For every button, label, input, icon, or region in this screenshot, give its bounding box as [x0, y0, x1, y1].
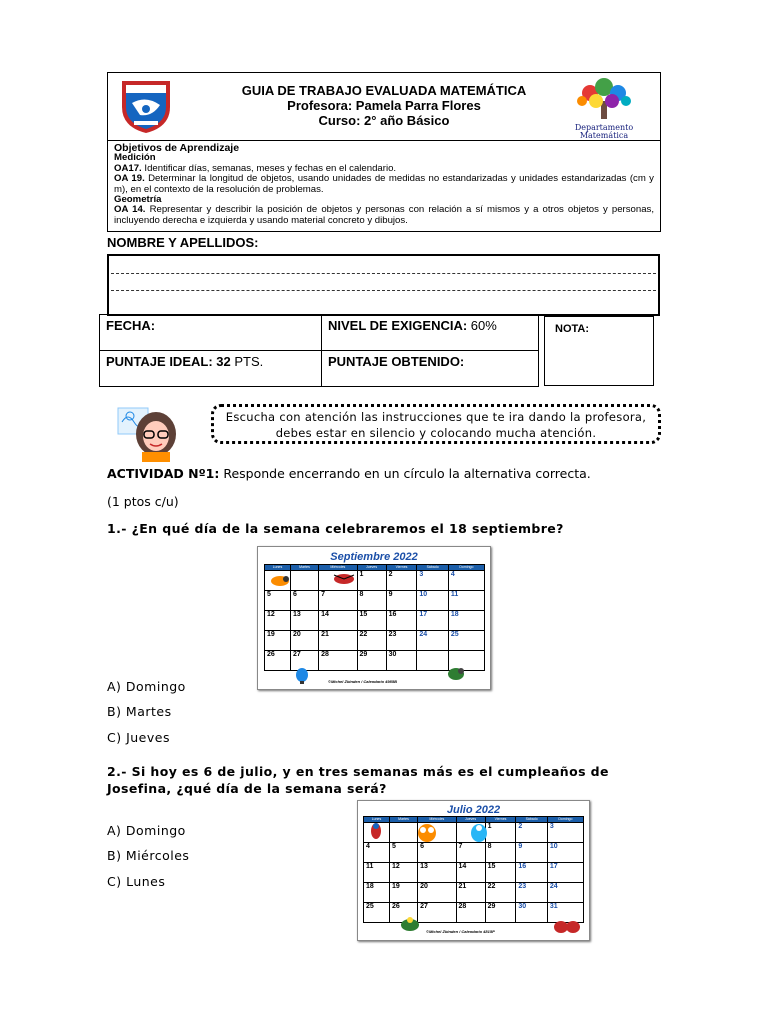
- q1-option-c[interactable]: C) Jueves: [107, 730, 170, 745]
- date-cell[interactable]: [99, 314, 322, 351]
- tree-icon: [568, 77, 640, 119]
- calendar-day-header: Domingo: [547, 817, 583, 823]
- calendar-day-cell: 6: [418, 843, 456, 863]
- calendar-day-cell: 3: [547, 823, 583, 843]
- bird-icon: [268, 573, 292, 587]
- calendar-day-cell: 16: [386, 611, 417, 631]
- q1-option-b[interactable]: B) Martes: [107, 704, 172, 719]
- obtained-score-label: PUNTAJE OBTENIDO:: [328, 354, 465, 369]
- q2-option-a[interactable]: A) Domingo: [107, 823, 186, 838]
- calendar-day-header: Martes: [290, 565, 318, 571]
- calendar-day-cell: 30: [386, 651, 417, 671]
- score-table: [99, 314, 539, 387]
- calendar-day-cell: 4: [364, 843, 390, 863]
- calendar-day-cell: 14: [319, 611, 357, 631]
- oa17-code: OA17.: [114, 162, 142, 174]
- department-logo: [568, 77, 640, 140]
- name-field[interactable]: [107, 254, 660, 316]
- oa19-text: Determinar la longitud de objetos, usando unidades de medidas no estandarizadas y unidades estandarizadas (cm y m), en el contexto de la resolución de problemas.: [114, 173, 654, 195]
- ideal-score-unit: PTS.: [230, 354, 264, 369]
- calendar-day-cell: 26: [265, 651, 291, 671]
- calendar-day-cell: 21: [319, 631, 357, 651]
- section-geometry: Geometría: [114, 194, 162, 206]
- calendar-day-cell: 13: [290, 611, 318, 631]
- calendar-day-cell: 27: [290, 651, 318, 671]
- calendar-day-cell: 9: [386, 591, 417, 611]
- calendar-day-cell: [290, 571, 318, 591]
- oa19-code: OA 19.: [114, 173, 145, 185]
- department-logo-line2: Matemática: [579, 131, 629, 140]
- calendar-week-row: [265, 631, 485, 651]
- activity-points: (1 ptos c/u): [107, 494, 179, 509]
- calendar-day-cell: 31: [547, 903, 583, 923]
- calendar-day-cell: 24: [547, 883, 583, 903]
- calendar-day-header: Miércoles: [418, 817, 456, 823]
- requirement-label: NIVEL DE EXIGENCIA:: [328, 318, 468, 333]
- calendar-day-cell: 18: [364, 883, 390, 903]
- grade-box[interactable]: [544, 316, 654, 386]
- calendar-day-header: Domingo: [448, 565, 484, 571]
- calendar-day-cell: 17: [417, 611, 448, 631]
- bird-icon: [330, 571, 358, 585]
- requirement-cell: [321, 314, 539, 351]
- calendar-day-cell: 7: [456, 843, 485, 863]
- name-line: [111, 290, 656, 291]
- calendar-day-cell: 28: [456, 903, 485, 923]
- bird-icon: [551, 915, 581, 935]
- calendar-day-cell: 25: [448, 631, 484, 651]
- calendar-day-cell: 10: [547, 843, 583, 863]
- ideal-score-label: PUNTAJE IDEAL: 32: [106, 354, 231, 369]
- question-2-line2: Josefina, ¿qué día de la semana será?: [107, 781, 387, 796]
- calendar-week-row: [364, 883, 584, 903]
- calendar-day-cell: 19: [265, 631, 291, 651]
- calendar-week-row: [265, 591, 485, 611]
- calendar-day-cell: 8: [357, 591, 386, 611]
- calendar-day-cell: 2: [516, 823, 547, 843]
- objectives-heading: Objetivos de Aprendizaje: [114, 142, 240, 154]
- calendar-day-cell: 23: [386, 631, 417, 651]
- guide-title: GUIA DE TRABAJO EVALUADA MATEMÁTICA: [241, 83, 527, 98]
- calendar-september-grid: [264, 564, 485, 671]
- calendar-day-cell: 5: [265, 591, 291, 611]
- oa14-text: Representar y describir la posición de objetos y personas con relación a sí mismos y a otros objetos y personas, incluyendo derecha e izquierda y usando material concreto y dibujos.: [114, 204, 654, 226]
- calendar-day-cell: 2: [386, 571, 417, 591]
- calendar-september-title: Septiembre 2022: [330, 551, 418, 563]
- calendar-july-credit: ©Michel Zbinden / Calendario 4815P: [426, 929, 495, 934]
- calendar-day-header: Jueves: [456, 817, 485, 823]
- calendar-day-header: Jueves: [357, 565, 386, 571]
- q2-option-b[interactable]: B) Miércoles: [107, 848, 190, 863]
- calendar-day-cell: 15: [485, 863, 516, 883]
- calendar-day-cell: 12: [389, 863, 417, 883]
- date-label: FECHA:: [106, 318, 156, 333]
- calendar-day-cell: 22: [357, 631, 386, 651]
- calendar-day-cell: 30: [516, 903, 547, 923]
- calendar-day-cell: 17: [547, 863, 583, 883]
- obtained-score-cell[interactable]: [321, 350, 539, 387]
- oa17-text: Identificar días, semanas, meses y fechas en el calendario.: [141, 162, 397, 174]
- name-label: NOMBRE Y APELLIDOS:: [107, 235, 259, 250]
- q2-option-c[interactable]: C) Lunes: [107, 874, 166, 889]
- parrot-icon: [368, 821, 384, 841]
- grade-label: NOTA:: [555, 323, 590, 335]
- calendar-day-cell: 29: [485, 903, 516, 923]
- calendar-day-header: Lunes: [265, 565, 291, 571]
- calendar-september-credit: ©Michel Zbinden / Calendario 4985B: [328, 679, 397, 684]
- calendar-july-title: Julio 2022: [446, 804, 501, 816]
- calendar-day-cell: 12: [265, 611, 291, 631]
- calendar-day-cell: 9: [516, 843, 547, 863]
- calendar-day-cell: 22: [485, 883, 516, 903]
- calendar-day-cell: 13: [418, 863, 456, 883]
- calendar-day-cell: 16: [516, 863, 547, 883]
- activity-label: ACTIVIDAD Nº1:: [107, 466, 220, 481]
- calendar-day-cell: 21: [456, 883, 485, 903]
- calendar-day-cell: 10: [417, 591, 448, 611]
- calendar-day-cell: 25: [364, 903, 390, 923]
- calendar-july: [357, 800, 590, 941]
- calendar-day-cell: 19: [389, 883, 417, 903]
- teacher-name: Profesora: Pamela Parra Flores: [287, 98, 481, 113]
- calendar-day-cell: 18: [448, 611, 484, 631]
- instruction-line2: debes estar en silencio y colocando mucha atención.: [275, 426, 597, 440]
- activity-text: Responde encerrando en un círculo la alternativa correcta.: [219, 466, 591, 481]
- calendar-day-cell: 3: [417, 571, 448, 591]
- requirement-value: 60%: [467, 318, 497, 333]
- calendar-day-header: Viernes: [386, 565, 417, 571]
- calendar-week-row: [364, 843, 584, 863]
- calendar-day-cell: 15: [357, 611, 386, 631]
- calendar-day-cell: 23: [516, 883, 547, 903]
- calendar-september: [257, 546, 491, 690]
- calendar-week-row: [265, 611, 485, 631]
- name-line: [111, 273, 656, 274]
- calendar-day-cell: 1: [485, 823, 516, 843]
- calendar-day-header: Sábado: [417, 565, 448, 571]
- q1-option-a[interactable]: A) Domingo: [107, 679, 186, 694]
- instruction-bubble: [211, 404, 661, 444]
- department-logo-line1: Departamento: [574, 123, 634, 132]
- calendar-day-cell: 20: [290, 631, 318, 651]
- calendar-day-cell: 27: [418, 903, 456, 923]
- question-1: 1.- ¿En qué día de la semana celebraremos el 18 septiembre?: [107, 521, 564, 536]
- calendar-day-header: Martes: [389, 817, 417, 823]
- bird-icon: [292, 665, 312, 685]
- calendar-day-cell: 5: [389, 843, 417, 863]
- calendar-day-cell: [389, 823, 417, 843]
- oa14-code: OA 14.: [114, 204, 146, 216]
- calendar-day-header: Sábado: [516, 817, 547, 823]
- bird-icon: [468, 821, 490, 843]
- calendar-day-cell: 20: [418, 883, 456, 903]
- calendar-week-row: [364, 863, 584, 883]
- bird-icon: [398, 915, 422, 933]
- calendar-day-cell: 7: [319, 591, 357, 611]
- calendar-day-cell: 29: [357, 651, 386, 671]
- calendar-day-cell: 11: [448, 591, 484, 611]
- teacher-avatar: [116, 402, 190, 462]
- calendar-day-cell: 24: [417, 631, 448, 651]
- header-box: [107, 72, 661, 141]
- calendar-day-cell: 14: [456, 863, 485, 883]
- calendar-day-header: Viernes: [485, 817, 516, 823]
- calendar-day-cell: 4: [448, 571, 484, 591]
- calendar-day-cell: 11: [364, 863, 390, 883]
- calendar-day-cell: 6: [290, 591, 318, 611]
- calendar-day-cell: 8: [485, 843, 516, 863]
- calendar-day-cell: 28: [319, 651, 357, 671]
- calendar-week-row: [265, 571, 485, 591]
- calendar-day-cell: 1: [357, 571, 386, 591]
- question-2-line1: 2.- Si hoy es 6 de julio, y en tres semanas más es el cumpleaños de: [107, 764, 609, 779]
- owl-icon: [416, 821, 438, 843]
- activity-instruction: [107, 466, 591, 481]
- section-measurement: Medición: [114, 152, 156, 164]
- calendar-day-header: Lunes: [364, 817, 390, 823]
- instruction-line1: Escucha con atención las instrucciones que te ira dando la profesora,: [225, 410, 647, 424]
- bird-icon: [444, 665, 468, 683]
- calendar-day-header: Miércoles: [319, 565, 357, 571]
- course-name: Curso: 2° año Básico: [318, 113, 450, 128]
- ideal-score-cell: [99, 350, 322, 387]
- objectives-box: [107, 140, 661, 232]
- calendar-day-cell: 26: [389, 903, 417, 923]
